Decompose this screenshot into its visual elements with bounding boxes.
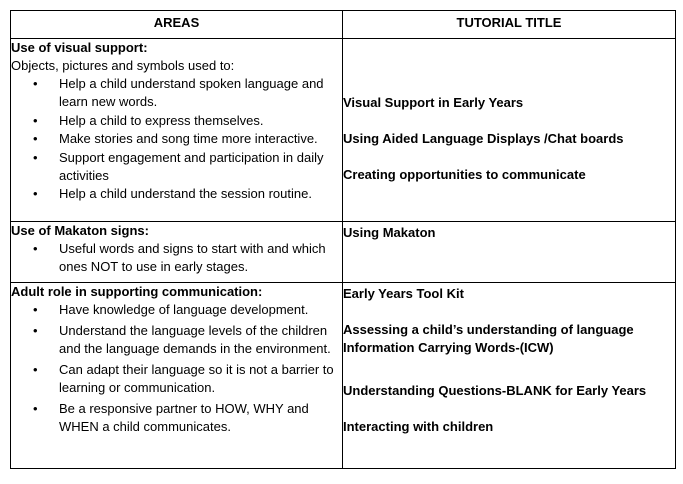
list-item: • Help a child understand the session routine. [11, 185, 342, 203]
header-areas: AREAS [11, 11, 343, 39]
table-row [11, 222, 676, 283]
list-item: • Understand the language levels of the children and the language demands in the environment. [11, 322, 342, 358]
area-bullet-list [11, 75, 342, 203]
area-intro: Objects, pictures and symbols used to: [11, 58, 235, 73]
list-item: • Have knowledge of language development. [11, 301, 342, 319]
areas-cell [11, 39, 343, 222]
area-bullet-list [11, 240, 342, 276]
list-item: • Support engagement and participation in daily activities [11, 149, 342, 185]
tutorial-table [10, 10, 676, 469]
list-item: • Help a child understand spoken language and learn new words. [11, 75, 342, 111]
list-item: • Make stories and song time more interactive. [11, 130, 342, 148]
list-item: • Can adapt their language so it is not a barrier to learning or communication. [11, 361, 342, 397]
area-bullet-list [11, 301, 342, 436]
tutorial-title: Interacting with children [343, 419, 494, 434]
tutorial-title: Early Years Tool Kit [343, 286, 464, 301]
tutorial-title: Assessing a child’s understanding of language Information Carrying Words-(ICW) [343, 322, 634, 355]
list-item: • Useful words and signs to start with and which ones NOT to use in early stages. [11, 240, 342, 276]
header-row [11, 11, 676, 39]
table-row [11, 283, 676, 469]
tutorial-title: Visual Support in Early Years [343, 95, 524, 110]
header-tutorial-title: TUTORIAL TITLE [343, 11, 676, 39]
area-heading: Adult role in supporting communication: [11, 284, 263, 299]
tutorial-title: Using Aided Language Displays /Chat boards [343, 131, 624, 146]
tutorial-titles-cell [343, 283, 676, 469]
list-item: • Help a child to express themselves. [11, 112, 342, 130]
areas-cell [11, 283, 343, 469]
areas-cell [11, 222, 343, 283]
table-row [11, 39, 676, 222]
list-item: • Be a responsive partner to HOW, WHY and WHEN a child communicates. [11, 400, 342, 436]
tutorial-title: Using Makaton [343, 225, 436, 240]
tutorial-titles-cell [343, 39, 676, 222]
area-heading: Use of Makaton signs: [11, 223, 149, 238]
area-heading: Use of visual support: [11, 40, 148, 55]
tutorial-title: Understanding Questions-BLANK for Early Years [343, 383, 647, 398]
tutorial-titles-cell [343, 222, 676, 283]
tutorial-title: Creating opportunities to communicate [343, 167, 586, 182]
